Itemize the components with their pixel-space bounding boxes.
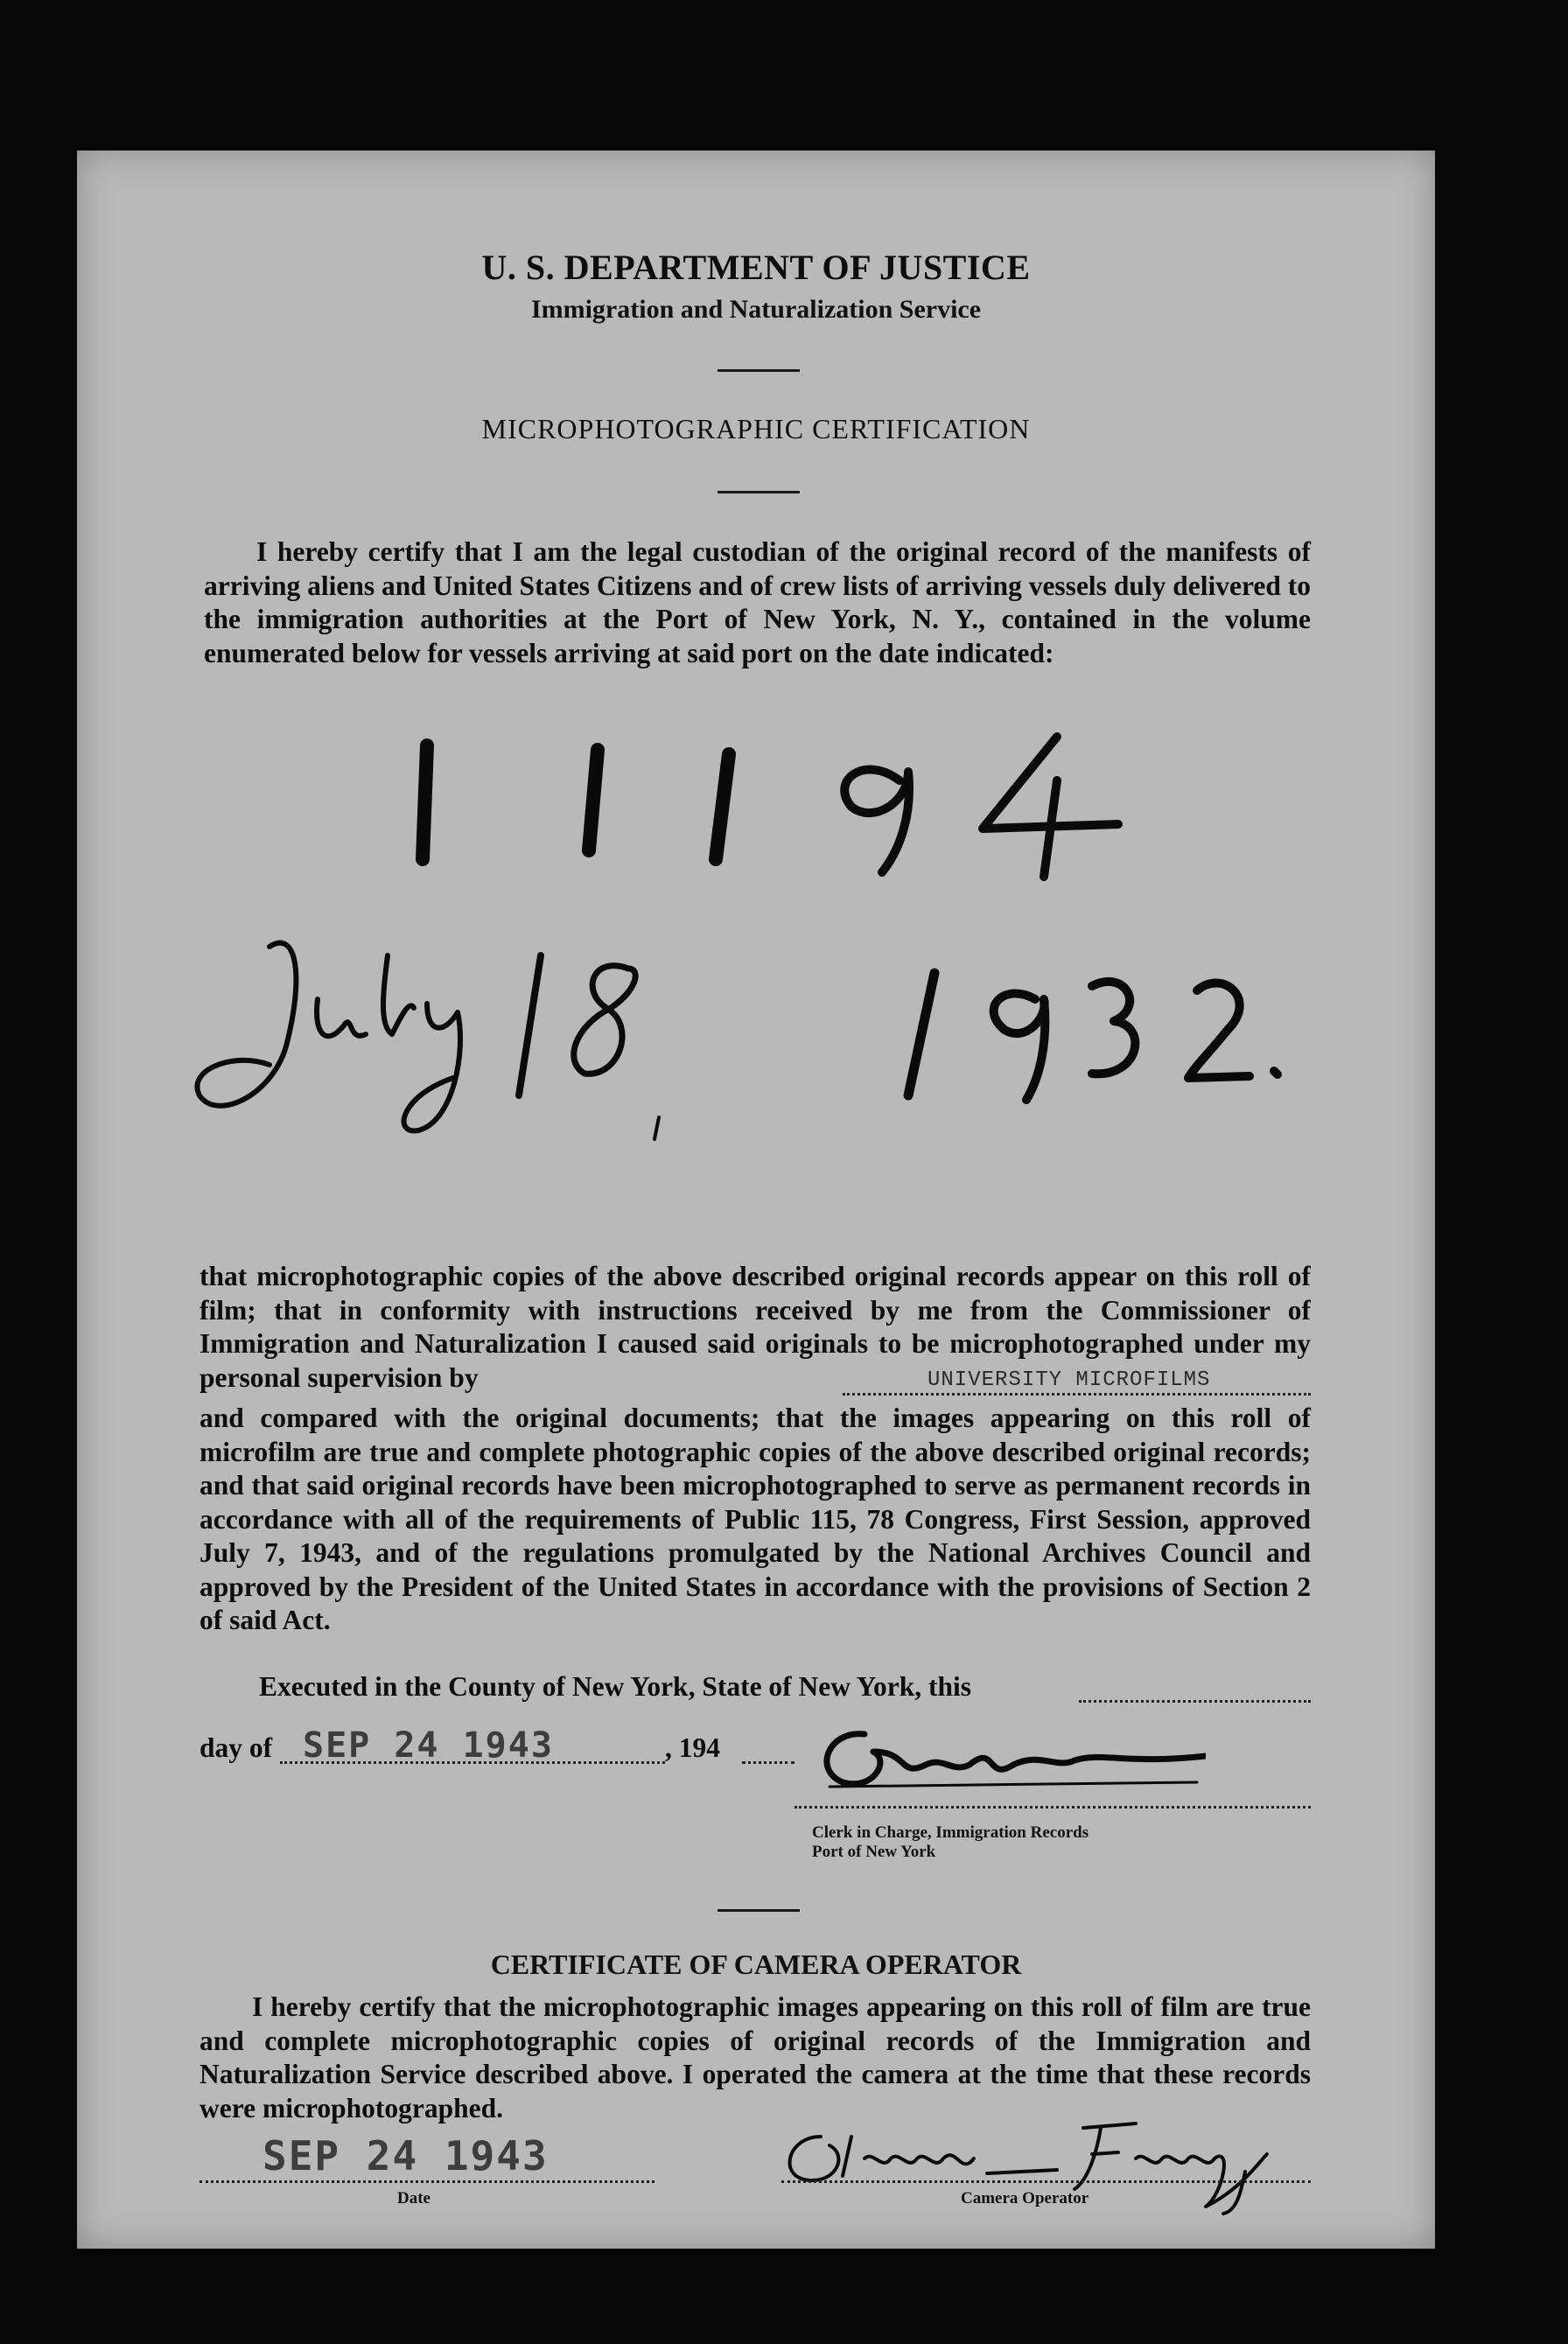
header-divider: [718, 369, 800, 372]
camera-operator-label: Camera Operator: [961, 2189, 1089, 2208]
camera-operator-title: CERTIFICATE OF CAMERA OPERATOR: [490, 1949, 1022, 1980]
microfilm-paragraph-part2: and compared with the original documents; that the images appearing on this roll of microfilm are true and complete photographic copies of the above described original records; and that said original records have been microphotographed to serve as permanent records in accordance with all of the requirements of Public 115, 78 Congress, First Session, approved July 7, 1943, and of the regulations promulgated by the National Archives Council and approved by the President of the United States in accordance with the provisions of Section 2 of said Act.: [200, 1403, 1311, 1635]
section-divider: [718, 1909, 800, 1912]
volume-number-ink: [340, 719, 1214, 885]
handwritten-arrival-date: [164, 920, 1372, 1165]
operator-date-line: [200, 2180, 654, 2183]
photographer-dotted-line: [843, 1393, 1311, 1396]
clerk-signature-ink: [794, 1717, 1206, 1804]
execution-date-stamp: SEP 24 1943: [303, 1725, 554, 1766]
operator-date-label: Date: [397, 2189, 430, 2208]
clerk-location: Port of New York: [812, 1843, 936, 1861]
clerk-signature: [794, 1717, 1206, 1804]
certificate-page: [77, 150, 1435, 2249]
executed-dotted-line: [1079, 1700, 1311, 1703]
department-heading: U. S. DEPARTMENT OF JUSTICE: [481, 248, 1031, 287]
clerk-signature-line: [794, 1806, 1311, 1809]
handwritten-volume-number: [340, 719, 1214, 885]
executed-statement: Executed in the County of New York, State of New York, this: [259, 1671, 972, 1702]
operator-signature-line: [781, 2180, 1311, 2183]
microfilm-paragraph-part1: that microphotographic copies of the above described original records appear on this roll of film; that in conformity with instructions received by me from the Commissioner of Immigration and Naturalization I caused said originals to be microphotographed under my personal supervision by: [200, 1261, 1311, 1393]
arrival-date-ink: [164, 920, 1372, 1165]
year-dotted-line: [742, 1761, 794, 1764]
custodian-paragraph: I hereby certify that I am the legal custodian of the original record of the manifests of arriving aliens and United States Citizens and of crew lists of arriving vessels duly delivered to the immigration authorities at the Port of New York, N. Y., contained in the volume enumerated below for vessels arriving at said port on the date indicated:: [204, 536, 1311, 668]
camera-operator-paragraph: I hereby certify that the microphotographic images appearing on this roll of film are true and complete microphotographic copies of original records of the Immigration and Naturalization Service described above. I operated the camera at the time that these records were microphotographed.: [200, 1991, 1311, 2124]
title-divider: [718, 491, 800, 493]
photographer-typed-name: UNIVERSITY MICROFILMS: [928, 1368, 1211, 1392]
day-of-label: day of: [200, 1732, 273, 1763]
service-subheading: Immigration and Naturalization Service: [530, 295, 982, 324]
certification-title: MICROPHOTOGRAPHIC CERTIFICATION: [481, 413, 1031, 444]
year-prefix: , 194: [665, 1732, 720, 1763]
operator-date-stamp: SEP 24 1943: [262, 2132, 549, 2180]
clerk-title: Clerk in Charge, Immigration Records: [812, 1823, 1089, 1842]
